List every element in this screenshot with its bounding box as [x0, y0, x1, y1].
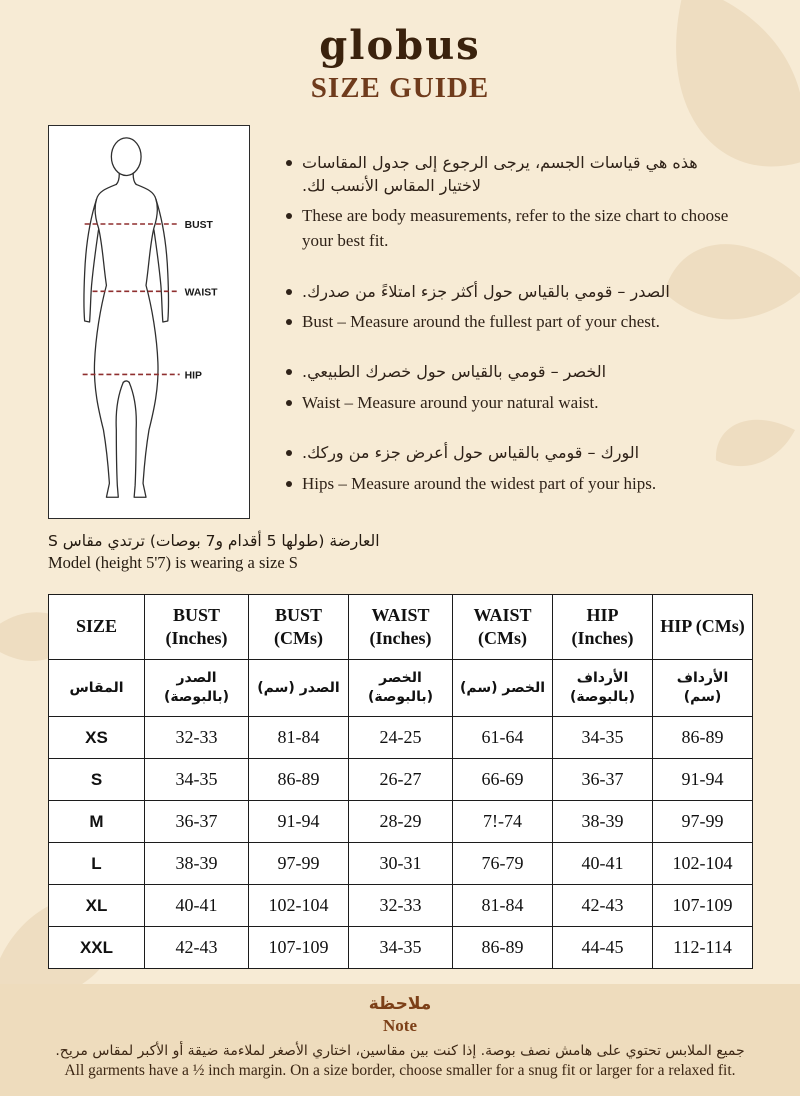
bullet-dot	[286, 400, 292, 406]
header-row	[49, 595, 753, 660]
instruction-item-ar	[286, 280, 738, 303]
instruction-text: الصدر – قومي بالقياس حول أكثر جزء امتلاءً من صدرك.	[302, 281, 670, 301]
size-cell: L	[49, 843, 145, 885]
column-header: BUST (CMs)	[249, 595, 349, 660]
measurement-cell: 44-45	[553, 927, 653, 969]
size-cell: XL	[49, 885, 145, 927]
instruction-text: These are body measurements, refer to the size chart to choose your best fit.	[302, 206, 729, 251]
column-header: الخصر (سم)	[453, 660, 553, 717]
instructions-list	[286, 125, 738, 519]
measurement-cell: 91-94	[249, 801, 349, 843]
page-title: SIZE GUIDE	[310, 72, 490, 104]
measurement-cell: 91-94	[653, 759, 753, 801]
measurement-cell: 38-39	[553, 801, 653, 843]
note-title-english: Note	[383, 1016, 417, 1035]
column-header: الصدر (بالبوصة)	[145, 660, 249, 717]
brand-logo: globus	[319, 22, 481, 69]
measurement-cell: 81-84	[249, 717, 349, 759]
note-body-english: All garments have a ½ inch margin. On a size border, choose smaller for a snug fit or larger for a relaxed fit.	[64, 1062, 736, 1079]
measurement-cell: 42-43	[145, 927, 249, 969]
measurement-cell: 86-89	[453, 927, 553, 969]
note-body-arabic: جميع الملابس تحتوي على هامش نصف بوصة. إذا كنت بين مقاسين، اختاري الأصغر لملاءمة ضيقة أو الأكبر لمقاس مريح.	[55, 1043, 745, 1059]
header-row	[49, 660, 753, 717]
measurement-cell: 36-37	[145, 801, 249, 843]
measurement-cell: 102-104	[249, 885, 349, 927]
waist-label: WAIST	[184, 287, 218, 299]
measurement-cell: 24-25	[349, 717, 453, 759]
instruction-text: الخصر – قومي بالقياس حول خصرك الطبيعي.	[302, 362, 607, 382]
measurement-cell: 40-41	[553, 843, 653, 885]
size-chart-table	[48, 594, 753, 969]
instruction-text: Waist – Measure around your natural waist.	[302, 392, 599, 412]
measurement-cell: 86-89	[249, 759, 349, 801]
hip-label: HIP	[184, 370, 202, 382]
figure-head	[111, 138, 141, 176]
column-header: HIP (Inches)	[553, 595, 653, 660]
instruction-item-en	[286, 472, 738, 497]
column-header: الأرداف (بالبوصة)	[553, 660, 653, 717]
measurement-cell: 34-35	[145, 759, 249, 801]
size-table-head	[49, 595, 753, 717]
column-header: WAIST (Inches)	[349, 595, 453, 660]
measurement-cell: 107-109	[653, 885, 753, 927]
bust-label: BUST	[184, 219, 213, 231]
column-header: الأرداف (سم)	[653, 660, 753, 717]
column-header: BUST (Inches)	[145, 595, 249, 660]
instruction-item-ar	[286, 441, 738, 464]
measurement-cell: 40-41	[145, 885, 249, 927]
instruction-item-en	[286, 204, 738, 253]
model-note-arabic: العارضة (طولها 5 أقدام و7 بوصات) ترتدي مقاس S	[48, 532, 380, 550]
body-figure-illustration	[49, 126, 247, 516]
bullet-dot	[286, 369, 292, 375]
instruction-item-en	[286, 310, 738, 335]
measurement-cell: 76-79	[453, 843, 553, 885]
measurement-cell: 30-31	[349, 843, 453, 885]
measurement-cell: 38-39	[145, 843, 249, 885]
measurement-cell: 36-37	[553, 759, 653, 801]
instruction-item-en	[286, 391, 738, 416]
bullet-dot	[286, 450, 292, 456]
measurement-cell: 26-27	[349, 759, 453, 801]
measurement-cell: 66-69	[453, 759, 553, 801]
measurement-cell: 32-33	[349, 885, 453, 927]
instruction-text: Bust – Measure around the fullest part of your chest.	[302, 311, 660, 331]
table-row	[49, 717, 753, 759]
size-cell: XXL	[49, 927, 145, 969]
instruction-text: Hips – Measure around the widest part of your hips.	[302, 473, 657, 493]
model-note	[48, 532, 380, 573]
note-section	[0, 984, 800, 1096]
measurement-cell: 28-29	[349, 801, 453, 843]
instruction-text: هذه هي قياسات الجسم، يرجى الرجوع إلى جدول المقاسات لاختيار المقاس الأنسب لك.	[302, 153, 698, 196]
table-row	[49, 885, 753, 927]
note-title-arabic: ملاحظة	[368, 994, 432, 1014]
bullet-dot	[286, 319, 292, 325]
instruction-text: الورك – قومي بالقياس حول أعرض جزء من وركك.	[302, 443, 640, 463]
size-cell: S	[49, 759, 145, 801]
column-header: WAIST (CMs)	[453, 595, 553, 660]
bullet-dot	[286, 213, 292, 219]
table-row	[49, 843, 753, 885]
size-cell: M	[49, 801, 145, 843]
measurement-cell: 112-114	[653, 927, 753, 969]
bullet-dot	[286, 160, 292, 166]
measurement-cell: 61-64	[453, 717, 553, 759]
table-row	[49, 927, 753, 969]
measurement-cell: 42-43	[553, 885, 653, 927]
measurement-cell: 97-99	[249, 843, 349, 885]
column-header: الخصر (بالبوصة)	[349, 660, 453, 717]
model-note-english: Model (height 5'7) is wearing a size S	[48, 553, 298, 572]
measurement-cell: 34-35	[553, 717, 653, 759]
instruction-item-ar	[286, 151, 738, 197]
column-header: HIP (CMs)	[653, 595, 753, 660]
table-row	[49, 801, 753, 843]
measurement-cell: 34-35	[349, 927, 453, 969]
bullet-dot	[286, 289, 292, 295]
column-header: المقاس	[49, 660, 145, 717]
page-header	[0, 0, 800, 105]
measurement-cell: 97-99	[653, 801, 753, 843]
measurement-cell: 102-104	[653, 843, 753, 885]
measurement-cell: 7!-74	[453, 801, 553, 843]
measurement-cell: 32-33	[145, 717, 249, 759]
measurement-cell: 86-89	[653, 717, 753, 759]
measurement-guide-section	[48, 125, 738, 519]
size-table-body	[49, 717, 753, 969]
column-header: الصدر (سم)	[249, 660, 349, 717]
body-measurement-diagram	[48, 125, 250, 519]
measurement-cell: 107-109	[249, 927, 349, 969]
size-cell: XS	[49, 717, 145, 759]
table-row	[49, 759, 753, 801]
instruction-item-ar	[286, 360, 738, 383]
bullet-dot	[286, 481, 292, 487]
measurement-cell: 81-84	[453, 885, 553, 927]
figure-crotch	[123, 381, 129, 382]
column-header: SIZE	[49, 595, 145, 660]
